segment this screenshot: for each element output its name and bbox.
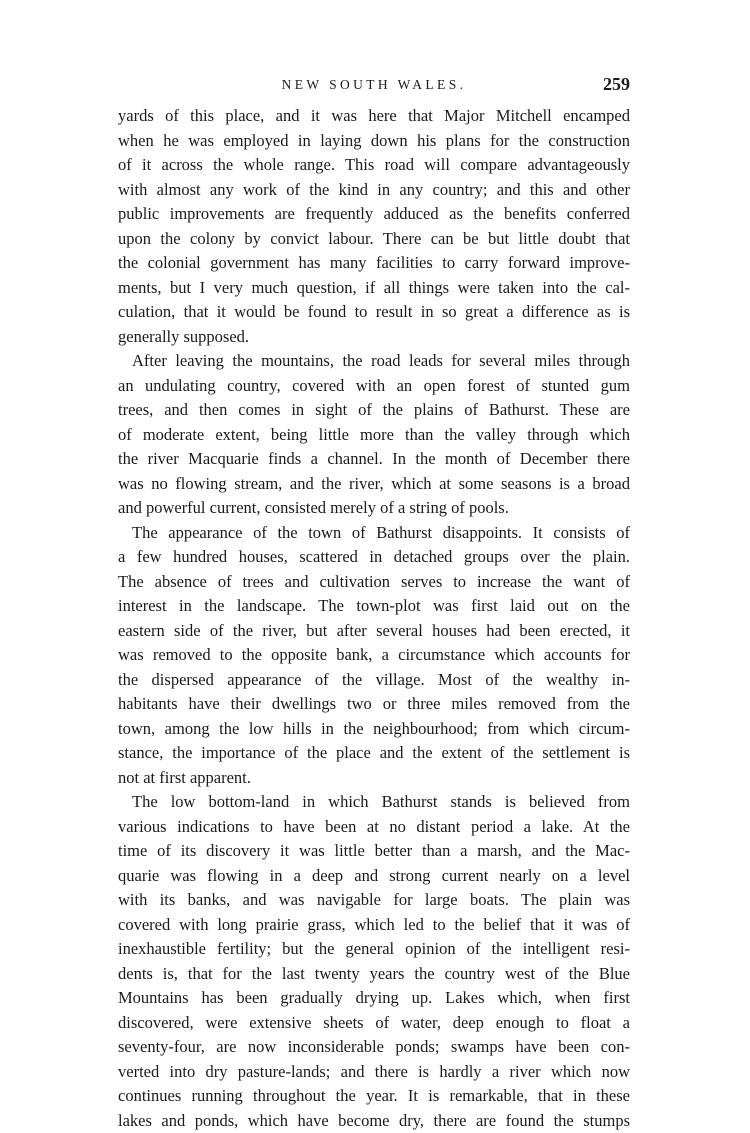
text-line: culation, that it would be found to result in so great a difference as is <box>118 300 630 325</box>
text-line: various indications to have been at no distant period a lake. At the <box>118 815 630 840</box>
text-line: The low bottom-land in which Bathurst stands is believed from <box>118 790 630 815</box>
text-line: the colonial government has many facilities to carry forward improve- <box>118 251 630 276</box>
text-line: and powerful current, consisted merely of a string of pools. <box>118 496 630 521</box>
text-line: habitants have their dwellings two or three miles removed from the <box>118 692 630 717</box>
text-line: when he was employed in laying down his plans for the construction <box>118 129 630 154</box>
text-line: of it across the whole range. This road will compare advantageously <box>118 153 630 178</box>
text-line: lakes and ponds, which have become dry, there are found the stumps <box>118 1109 630 1133</box>
text-line: with its banks, and was navigable for large boats. The plain was <box>118 888 630 913</box>
text-line: trees, and then comes in sight of the plains of Bathurst. These are <box>118 398 630 423</box>
text-line: with almost any work of the kind in any country; and this and other <box>118 178 630 203</box>
body-text <box>118 104 630 1133</box>
text-line: not at first apparent. <box>118 766 630 791</box>
text-line: inexhaustible fertility; but the general opinion of the intelligent resi- <box>118 937 630 962</box>
text-line: quarie was flowing in a deep and strong current nearly on a level <box>118 864 630 889</box>
text-line: upon the colony by convict labour. There can be but little doubt that <box>118 227 630 252</box>
text-line: public improvements are frequently adduced as the benefits conferred <box>118 202 630 227</box>
text-line: Mountains has been gradually drying up. Lakes which, when first <box>118 986 630 1011</box>
text-line: an undulating country, covered with an open forest of stunted gum <box>118 374 630 399</box>
text-line: verted into dry pasture-lands; and there is hardly a river which now <box>118 1060 630 1085</box>
text-line: After leaving the mountains, the road leads for several miles through <box>118 349 630 374</box>
text-line: dents is, that for the last twenty years the country west of the Blue <box>118 962 630 987</box>
text-line: The absence of trees and cultivation serves to increase the want of <box>118 570 630 595</box>
running-head <box>118 74 630 98</box>
text-line: ments, but I very much question, if all things were taken into the cal- <box>118 276 630 301</box>
text-line: the river Macquarie finds a channel. In the month of December there <box>118 447 630 472</box>
text-line: town, among the low hills in the neighbourhood; from which circum- <box>118 717 630 742</box>
text-line: a few hundred houses, scattered in detached groups over the plain. <box>118 545 630 570</box>
text-line: was no flowing stream, and the river, which at some seasons is a broad <box>118 472 630 497</box>
text-line: seventy-four, are now inconsiderable ponds; swamps have been con- <box>118 1035 630 1060</box>
text-line: discovered, were extensive sheets of water, deep enough to float a <box>118 1011 630 1036</box>
text-line: The appearance of the town of Bathurst disappoints. It consists of <box>118 521 630 546</box>
text-line: continues running throughout the year. It is remarkable, that in these <box>118 1084 630 1109</box>
page-number: 259 <box>603 74 630 95</box>
text-line: interest in the landscape. The town-plot was first laid out on the <box>118 594 630 619</box>
text-line: covered with long prairie grass, which led to the belief that it was of <box>118 913 630 938</box>
text-line: eastern side of the river, but after several houses had been erected, it <box>118 619 630 644</box>
text-line: time of its discovery it was little better than a marsh, and the Mac- <box>118 839 630 864</box>
text-line: the dispersed appearance of the village. Most of the wealthy in- <box>118 668 630 693</box>
text-line: yards of this place, and it was here that Major Mitchell encamped <box>118 104 630 129</box>
text-line: generally supposed. <box>118 325 630 350</box>
text-line: was removed to the opposite bank, a circumstance which accounts for <box>118 643 630 668</box>
text-line: stance, the importance of the place and the extent of the settlement is <box>118 741 630 766</box>
running-title: NEW SOUTH WALES. <box>118 77 630 93</box>
text-line: of moderate extent, being little more than the valley through which <box>118 423 630 448</box>
